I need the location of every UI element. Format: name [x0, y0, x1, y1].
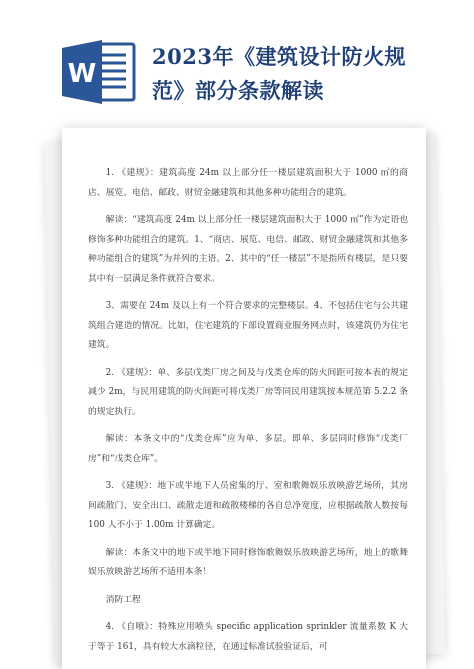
word-icon [60, 38, 136, 106]
page-title-line-2: 范》部分条款解读 [152, 78, 324, 103]
document-body [88, 164, 408, 665]
paragraph-clause-3-interpretation: 解读：本条文中的地下或半地下同时修饰歌舞娱乐放映游艺场所，地上的歌舞娱乐放映游艺场所不适用本条！ [88, 547, 408, 577]
paragraph-clause-1: 1. 《建规》：建筑高度 24m 以上部分任一楼层建筑面积大于 1000 ㎡的商店、展览、电信、邮政、财贸金融建筑和其他多种功能组合的建筑。 [88, 168, 408, 198]
paragraph-clause-1-interpretation: 解读：“建筑高度 24m 以上部分任一楼层建筑面积大于 1000 ㎡”作为定语也修饰多种功能组合的建筑。1、“商店、展览、电信、邮政、财贸金融建筑和其他多种功能组合的建筑”为并列的主语。2、其中的“任一楼层”不是指所有楼层，是只要其中有一层满足条件就符合要求。 [88, 215, 408, 284]
page-title-line-1: 2023年《建筑设计防火规 [152, 44, 406, 69]
svg-text:W: W [67, 59, 97, 89]
paragraph-clause-2: 2. 《建规》：单、多层戊类厂房之间及与戊类仓库的防火间距可按本表的规定减少 2m，与民用建筑的防火间距可将戊类厂房等同民用建筑按本规范第 5.2.2 条的规定执行。 [88, 367, 408, 417]
section-heading: 消防工程 [105, 594, 141, 605]
paragraph-clause-1-notes: 3、需要在 24m 及以上有一个符合要求的完整楼层。4、不包括住宅与公共建筑组合建造的情况。比如，住宅建筑的下部设置商业服务网点时，该建筑仍为住宅建筑。 [88, 301, 408, 350]
paragraph-clause-2-interpretation: 解读：本条文中的“戊类仓库”应为单、多层。即单、多层同时修饰“戊类厂房”和“戊类仓库”。 [88, 434, 408, 464]
document-page [62, 128, 426, 669]
paragraph-clause-3: 3. 《建规》：地下或半地下人员密集的厅、室和歌舞娱乐放映游艺场所，其房间疏散门、安全出口、疏散走道和疏散楼梯的各自总净宽度，应根据疏散人数按每 100 人不小于 1.00m 计算确定。 [88, 481, 408, 530]
page-title [152, 40, 452, 108]
paragraph-clause-4: 4. 《自喷》：特殊应用喷头 specific application sprinkler 流量系数 K 大于等于 161，具有较大水滴粒径，在通过标准试验验证后，可 [88, 622, 408, 652]
